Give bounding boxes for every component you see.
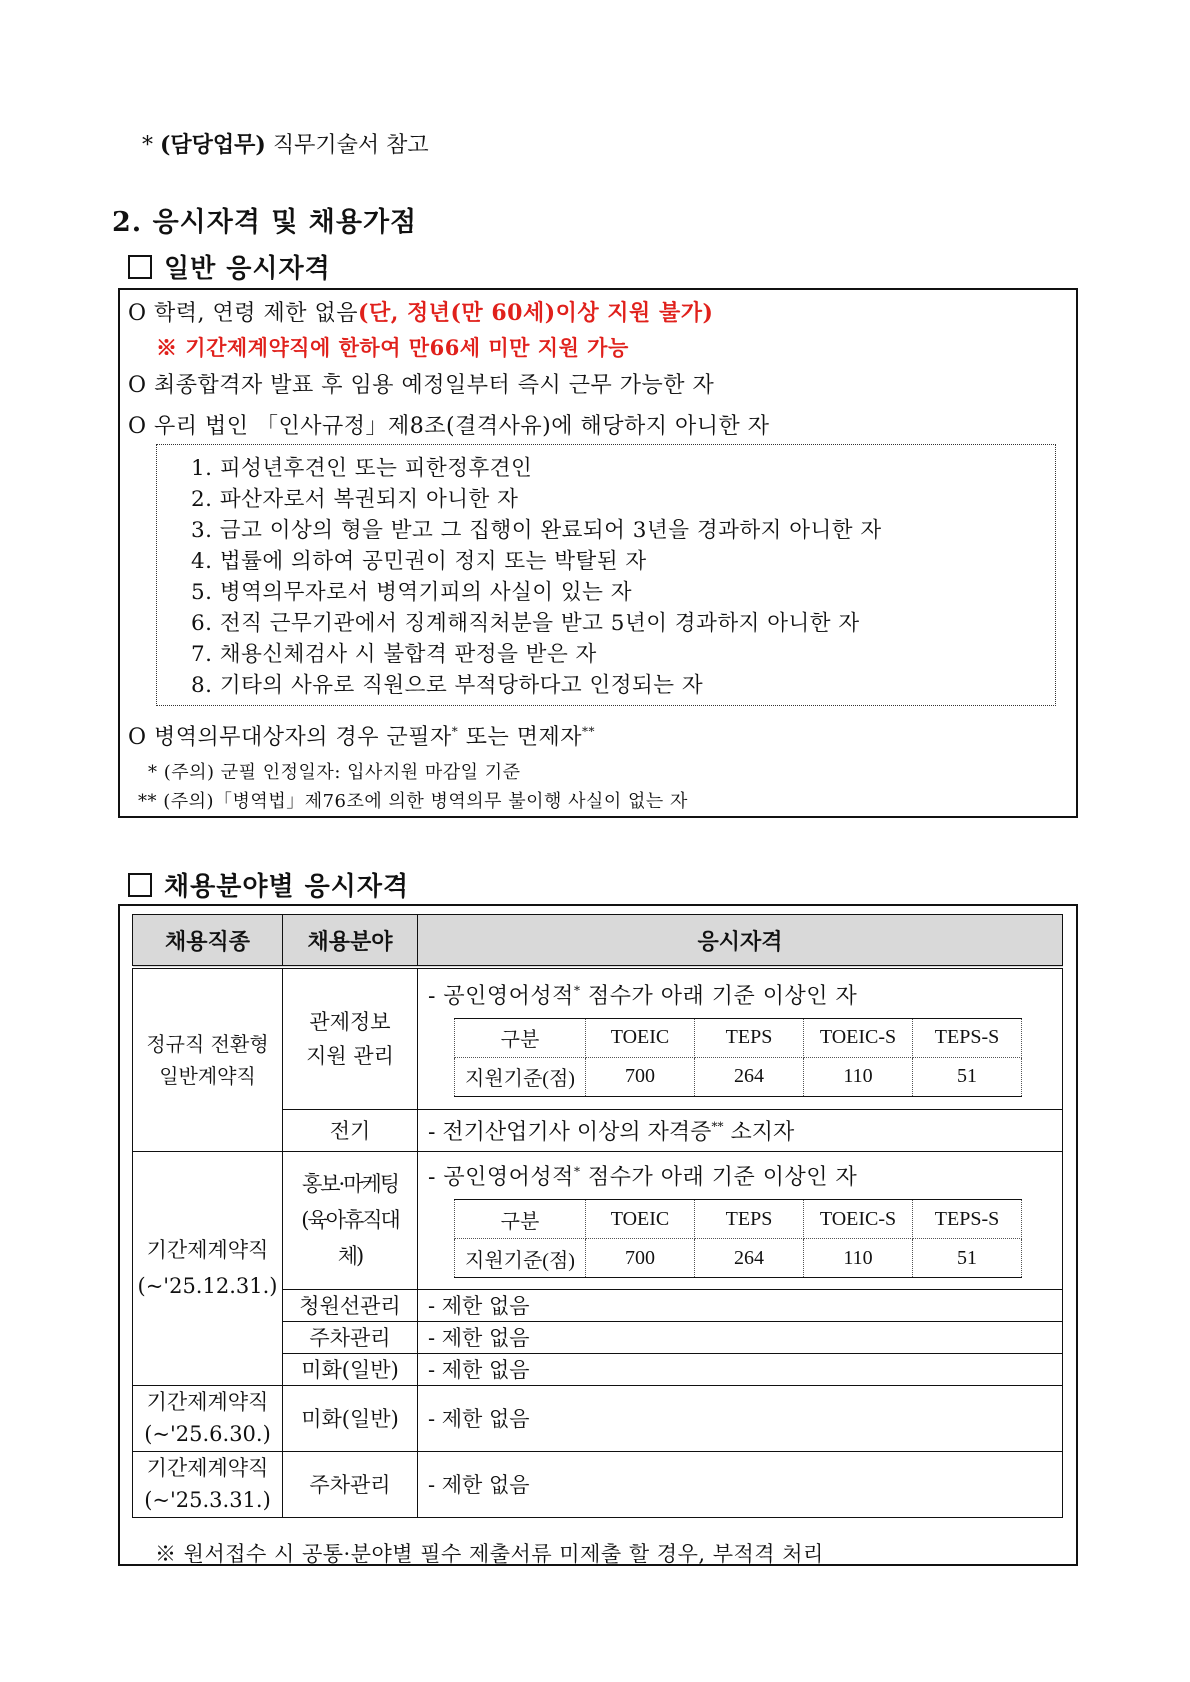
qualification-table [132, 914, 1063, 1518]
field-cleaning: 미화(일반) [283, 1353, 418, 1385]
field-control-info: 관제정보 지원 관리 [283, 967, 418, 1109]
header-field: 채용분야 [283, 915, 418, 968]
job-type-fixed-term-mar: 기간제계약직 (~'25.3.31.) [133, 1451, 283, 1517]
field-cleaning: 미화(일반) [283, 1385, 418, 1451]
score-table: 구분 TOEIC TEPS TOEIC-S TEPS-S 지원기준(점) 700 264 110 51 [454, 1018, 1022, 1097]
list-item: 3. 금고 이상의 형을 받고 그 집행이 완료되어 3년을 경과하지 아니한 자 [191, 518, 882, 543]
list-item: 5. 병역의무자로서 병역기피의 사실이 있는 자 [191, 580, 633, 605]
general-title: 일반 응시자격 [128, 248, 331, 285]
field-parking: 주차관리 [283, 1451, 418, 1517]
job-type-fixed-term-jun: 기간제계약직 (~'25.6.30.) [133, 1385, 283, 1451]
job-type-regular: 정규직 전환형 일반계약직 [133, 967, 283, 1151]
section-title: 2. 응시자격 및 채용가점 [112, 207, 418, 238]
military-line: O 병역의무대상자의 경우 군필자* 또는 면제자** [128, 724, 596, 750]
qualification-none: - 제한 없음 [418, 1385, 1063, 1451]
hr-rule-line: O 우리 법인 「인사규정」제8조(결격사유)에 해당하지 아니한 자 [128, 414, 770, 439]
field-parking: 주차관리 [283, 1321, 418, 1353]
list-item: 6. 전직 근무기관에서 징계해직처분을 받고 5년이 경과하지 아니한 자 [191, 611, 860, 636]
military-note-2: ** (주의)「병역법」제76조에 의한 병역의무 불이행 사실이 없는 자 [138, 791, 688, 812]
contract-age-note: ※ 기간제계약직에 한하여 만66세 미만 지원 가능 [156, 335, 629, 360]
list-item: 1. 피성년후견인 또는 피한정후견인 [191, 456, 533, 481]
military-note-1: * (주의) 군필 인정일자: 입사지원 마감일 기준 [148, 762, 521, 783]
qualification-none: - 제한 없음 [418, 1289, 1063, 1321]
field-electric: 전기 [283, 1109, 418, 1151]
list-item: 4. 법률에 의하여 공민권이 정지 또는 박탈된 자 [191, 549, 647, 574]
by-field-title: 채용분야별 응시자격 [128, 866, 409, 903]
checkbox-square-icon [128, 255, 152, 279]
list-item: 7. 채용신체검사 시 불합격 판정을 받은 자 [191, 642, 597, 667]
qualification-english: - 공인영어성적* 점수가 아래 기준 이상인 자 구분 TOEIC TEPS TOEIC-S TEPS-S 지원기준(점) 700 264 110 51 [418, 967, 1063, 1109]
field-pr-marketing: 홍보·마케팅 (육아휴직대체) [283, 1151, 418, 1289]
header-job-type: 채용직종 [133, 915, 283, 968]
disqualification-list [156, 444, 1056, 706]
qualification-none: - 제한 없음 [418, 1353, 1063, 1385]
duty-note: * (담당업무) 직무기술서 참고 [142, 132, 429, 158]
header-qualification: 응시자격 [418, 915, 1063, 968]
checkbox-square-icon [128, 873, 152, 897]
list-item: 8. 기타의 사유로 직원으로 부적당하다고 인정되는 자 [191, 673, 704, 698]
submission-note: ※ 원서접수 시 공통·분야별 필수 제출서류 미제출 할 경우, 부적격 처리 [155, 1542, 824, 1566]
job-type-fixed-term-dec: 기간제계약직 (~'25.12.31.) [133, 1151, 283, 1385]
qualification-electric: - 전기산업기사 이상의 자격증** 소지자 [418, 1109, 1063, 1151]
qualification-none: - 제한 없음 [418, 1321, 1063, 1353]
qualification-english: - 공인영어성적* 점수가 아래 기준 이상인 자 구분 TOEIC TEPS TOEIC-S TEPS-S 지원기준(점) 700 264 110 51 [418, 1151, 1063, 1289]
qualification-none: - 제한 없음 [418, 1451, 1063, 1517]
edu-age-line: O 학력, 연령 제한 없음(단, 정년(만 60세)이상 지원 불가) [128, 300, 714, 326]
list-item: 2. 파산자로서 복권되지 아니한 자 [191, 487, 519, 512]
score-table: 구분 TOEIC TEPS TOEIC-S TEPS-S 지원기준(점) 700 264 110 51 [454, 1199, 1022, 1278]
availability-line: O 최종합격자 발표 후 임용 예정일부터 즉시 근무 가능한 자 [128, 373, 715, 398]
field-petition-vessel: 청원선관리 [283, 1289, 418, 1321]
